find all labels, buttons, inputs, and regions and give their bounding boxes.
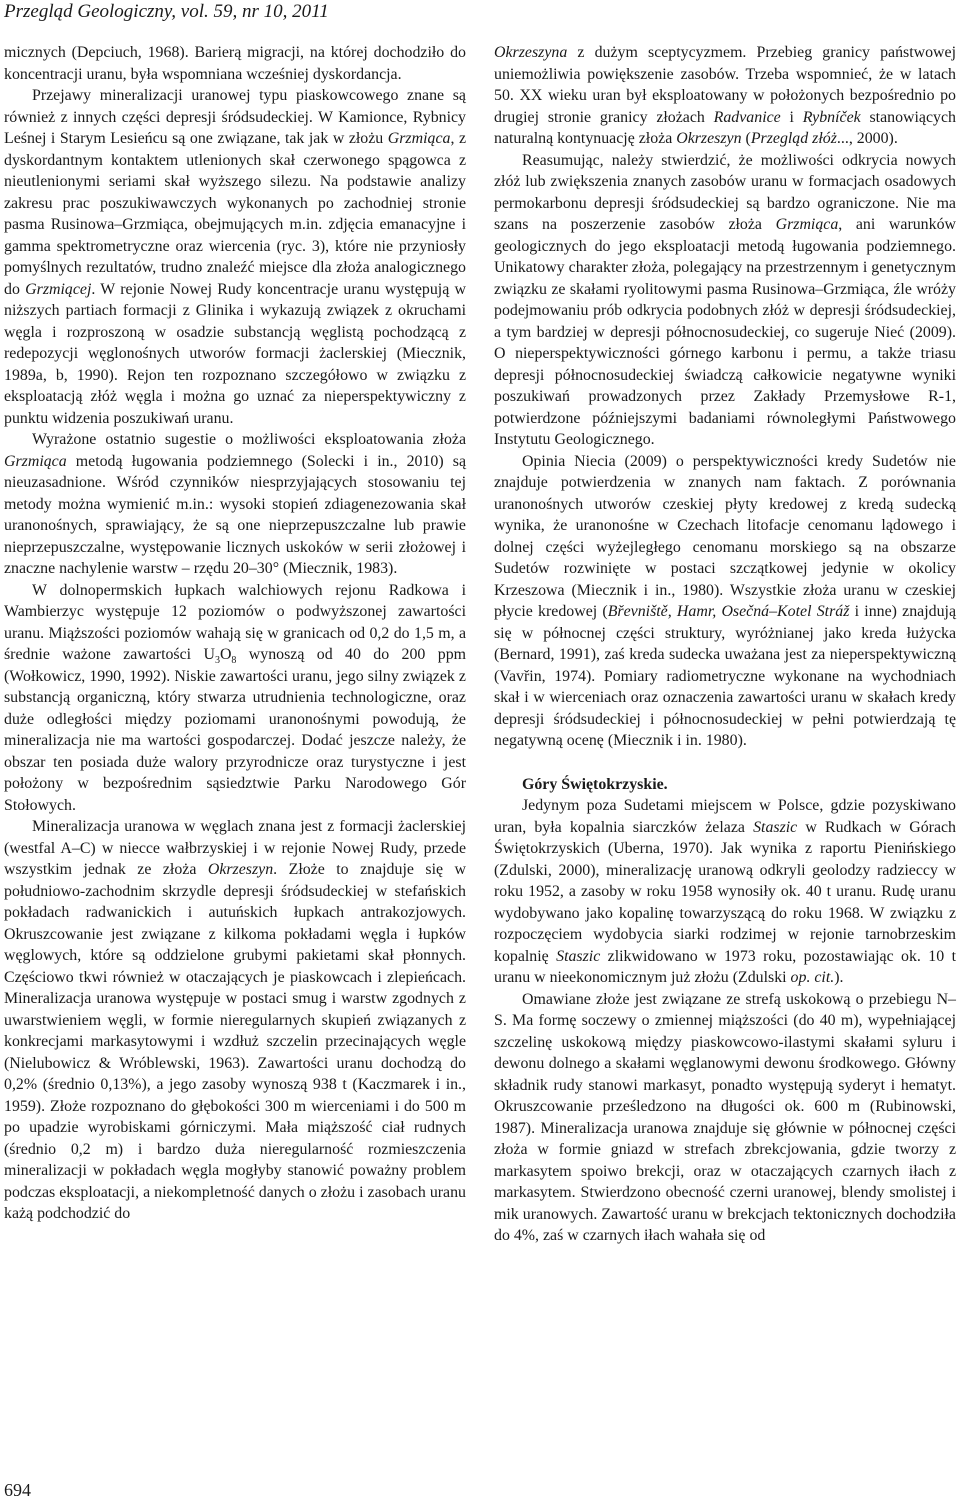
paragraph: Opinia Niecia (2009) o perspektywiczności kredy Sudetów nie znajduje potwierdzenia w znanych nam faktach. Z porównania uranonośnych utworów czeskiej płyty kredowej z kredą sudecką wynika, że uranonośne w Czechach litofacje cenomanu lądowego i dolnej części wyżejległego cenomanu morskiego są na obszarze Sudetów rozwinięte w postaci szczątkowej jedynie w okolicy Krzeszowa (Miecznik i in., 1980). Wszystkie złoża uranu w czeskiej płycie kredowej (Břevniště, Hamr, Osečná–Kotel Stráž i inne) znajdują się w północnej części struktury, wyróżnianej jako kreda łużycka (Bernard, 1991), zaś kreda sudecka uważana jest za nieperspektywiczną (Vavřin, 1974). Pomiary radiometryczne wykonane na wychodniach skał i w wierceniach oraz oznaczenia zawartości uranu w skałach kredy depresji śródsudeckiej i północnosudeckiej w pełni potwierdzają tę negatywną ocenę (Miecznik i in. 1980).	[494, 452, 956, 749]
paragraph: Reasumując, należy stwierdzić, że możliwości odkrycia nowych złóż lub zwiększenia znanych zasobów uranu w formacjach osadowych permokarbonu depresji śródsudeckiej są bardzo ograniczone. Nie ma szans na poszerzenie zasobów złoża Grzmiąca, ani warunków geologicznych do jego eksploatacji metodą ługowania podziemnego. Unikatowy charakter złoża, polegający na przestrzennym i genetycznym związku ze skałami ryolitowymi pasma Rusinowa–Grzmiąca, źle wróży podejmowaniu prób odkrycia podobnych złóż w depresji śródsudeckiej, a tym bardziej w depresji północnosudeckiej, co sugeruje Nieć (2009). O nieperspektywiczności górnego karbonu i permu, a także triasu depresji północnosudeckiej świadczą całkowicie negatywne wyniki poszukiwań prowadzonych przez Zakłady Przemysłowe R-1, potwierdzone późniejszymi badaniami równoległymi Państwowego Instytutu Geologicznego.	[494, 151, 956, 448]
paragraph: Jedynym poza Sudetami miejscem w Polsce, gdzie pozyskiwano uran, była kopalnia siarczków żelaza Staszic w Rudkach w Górach Świętokrzyskich (Uberna, 1970). Jak wynika z raportu Pienińskiego (Zdulski, 2000), mineralizację uranową odkryli geolodzy radzieccy w roku 1952, a zasoby w roku 1958 wynosiły ok. 40 t uranu. Rudę uranu wydobywano jako kopalinę towarzyszącą do roku 1968. W związku z rozpoczęciem wydobycia siarki rodzimej w rejonie tarnobrzeskim kopalnię Staszic zlikwidowano w 1973 roku, pozostawiając ok. 10 t uranu w nieekonomicznym już złożu (Zdulski op. cit.).	[494, 797, 956, 986]
right-column	[494, 42, 956, 1247]
paragraph: Okrzeszyna z dużym sceptycyzmem. Przebieg granicy państwowej uniemożliwia powiększenie zasobów. Trzeba wspomnieć, że w latach 50. XX wieku uran był eksploatowany w położonych bezpośrednio po drugiej stronie granicy złożach Radvanice i Rybníček stanowiących naturalną kontynuację złoża Okrzeszyn (Przegląd złóż..., 2000).	[494, 44, 956, 147]
paragraph: Mineralizacja uranowa w węglach znana jest z formacji żaclerskiej (westfal A–C) w niecce wałbrzyskiej i w rejonie Nowej Rudy, przede wszystkim jednak ze złoża Okrzeszyn. Złoże to znajduje się w południowo-zachodnim skrzydle depresji śródsudeckiej w stefańskich pokładach radwanickich i autuńskich łupkach antrakozjowych. Okruszcowanie jest związane z kilkoma pokładami węgla i łupków węglowych, które są oddzielone grubymi pakietami skał płonnych. Częściowo tkwi również w otaczających je piaskowcach i zlepieńcach. Mineralizacja uranowa występuje w postaci smug i warstw zgodnych z uwarstwieniem węgli, w formie nieregularnych skupień związanych z konkrecjami markasytowymi i wzdłuż szczelin przecinających węgle (Nielubowicz & Wróblewski, 1963). Zawartości uranu dochodzą do 0,2% (średnio 0,13%), a jego zasoby wynoszą 938 t (Kaczmarek i in., 1959). Złoże rozpoznano do głębokości 300 m wierceniami i do 500 m po upadzie wyrobiskami górniczymi. Mała miąższość ciał rudnych (średnio 0,2 m) i bardzo duża nieregularność rozmieszczenia mineralizacji w pokładach węgla mogłyby stanowić poważny problem podczas eksploatacji, a niekompletność danych o złożu i zasobach uranu każą podchodzić do	[4, 818, 466, 1222]
paragraph: micznych (Depciuch, 1968). Barierą migracji, na której dochodziło do koncentracji uranu, była wspomniana wcześniej dyskordancja.	[4, 44, 466, 83]
journal-header: Przegląd Geologiczny, vol. 59, nr 10, 2011	[4, 1, 329, 22]
left-column	[4, 42, 466, 1225]
paragraph: Omawiane złoże jest związane ze strefą uskokową o przebiegu N–S. Ma formę soczewy o zmiennej miąższości (do 40 m), wypełniającej szczelinę uskokową między piaskowcowo-ilastymi skałami syluru i dewonu dolnego a skałami węglanowymi dewonu środkowego. Główny składnik rudy stanowi markasyt, ponadto występują syderyt i hematyt. Okruszcowanie prześledzono na długości ok. 600 m (Rubinowski, 1987). Mineralizacja uranowa znajduje się głównie w północnej części złoża w formie gniazd w strefach zbrekcjowania, gdzie tworzy z markasytem spoiwo brekcji, oraz w otaczających czarnych iłach z markasytem. Stwierdzono obecność czerni uranowej, blendy smolistej i mik uranowych. Zawartość uranu w brekcjach tektonicznych dochodziła do 4%, zaś w czarnych iłach wahała się od	[494, 990, 956, 1244]
paragraph: Wyrażone ostatnio sugestie o możliwości eksploatowania złoża Grzmiąca metodą ługowania podziemnego (Solecki i in., 2010) są nieuzasadnione. Wśród czynników niesprzyjających stosowaniu tej metody można wymienić m.in.: wysoki stopień zdiagenezowania skał uranonośnych, sprawiający, że są one nieprzepuszczalne lub prawie nieprzepuszczalne, występowanie licznych uskoków w serii złożowej i znaczne nachylenie warstw – rzędu 20–30° (Miecznik, 1983).	[4, 431, 466, 577]
paragraph: W dolnopermskich łupkach walchiowych rejonu Radkowa i Wambierzyc występuje 12 poziomów o podwyższonej zawartości uranu. Miąższości poziomów wahają się w granicach od 0,2 do 1,5 m, a średnie ważone zawartości $U_3O_8$ wynoszą od 40 do 200 ppm (Wołkowicz, 1990, 1992). Niskie zawartości uranu, jego silny związek z substancją organiczną, który stwarza utrudnienia technologiczne, oraz duże odległości między poziomami uranonośnymi powodują, że mineralizacja nie ma wartości gospodarczej. Dodać jeszcze należy, że obszar ten posiada duże walory przyrodnicze oraz turystyczne i jest położony w bezpośrednim sąsiedztwie Parku Narodowego Gór Stołowych.	[4, 581, 466, 814]
page-number: 694	[4, 1480, 31, 1500]
paragraph: Przejawy mineralizacji uranowej typu piaskowcowego znane są również z innych części depresji śródsudeckiej. W Kamionce, Rybnicy Leśnej i Starym Lesieńcu są one związane, tak jak w złożu Grzmiąca, z dyskordantnym kontaktem utlenionych skał czerwonego spągowca z nieutlenionymi seriami skał wyższego silezu. Na podstawie analizy zakresu prac poszukiwawczych wykonanych po zachodniej stronie pasma Rusinowa–Grzmiąca, obejmujących m.in. zdjęcia emanacyjne i gamma spektrometryczne oraz wiercenia (ryc. 3), które nie przyniosły pomyślnych rezultatów, trudno znaleźć miejsce dla złoża analogicznego do Grzmiącej. W rejonie Nowej Rudy koncentracje uranu występują w niższych partiach formacji z Glinika i wykazują związek z okruchami węgla i rozproszoną w osadzie substancją węglistą pochodzącą z redepozycji węglonośnych utworów formacji żaclerskiej (Miecznik, 1989a, b, 1990). Rejon ten rozpoznano szczegółowo w związku z eksploatacją złóż węgla i można go uznać za nieperspektywiczny z punktu widzenia poszukiwań uranu.	[4, 87, 467, 427]
section-heading: Góry Świętokrzyskie.	[522, 775, 668, 793]
